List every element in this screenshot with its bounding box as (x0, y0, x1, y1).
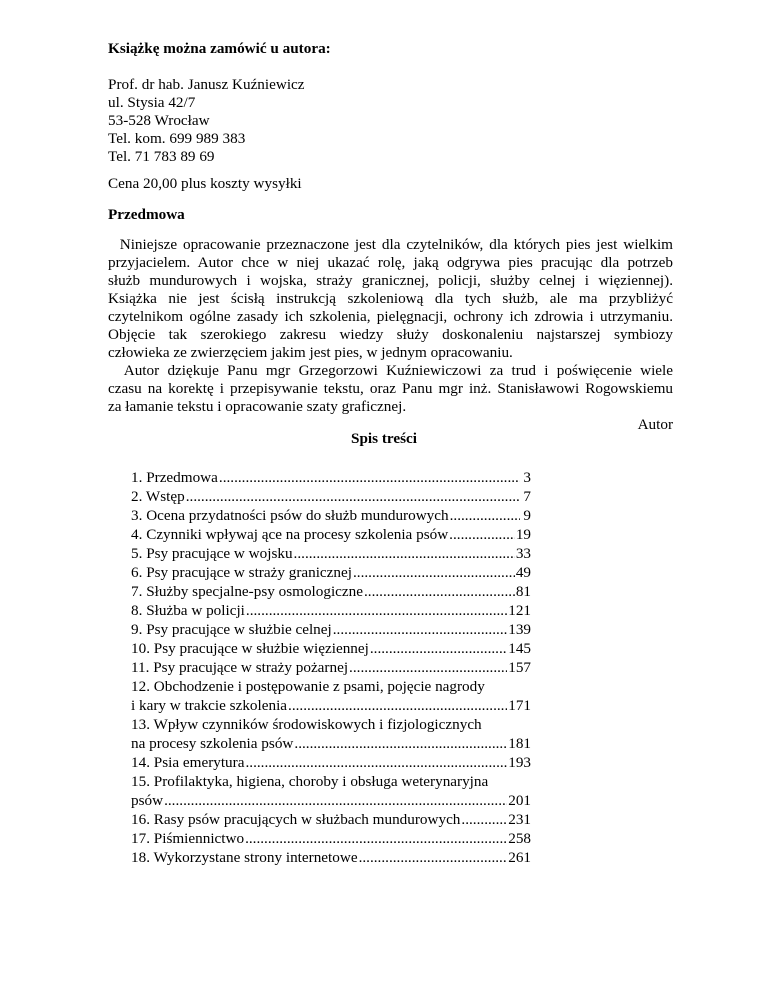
toc-entry-page: 157 (508, 659, 531, 676)
address-line: Prof. dr hab. Janusz Kuźniewicz (108, 76, 305, 93)
toc-entry-page: 139 (508, 621, 531, 638)
toc-entry (131, 792, 531, 811)
toc-entry-page: 7 (523, 488, 531, 505)
toc-entry-page: 19 (515, 526, 531, 543)
toc-entry-page: 181 (508, 735, 531, 752)
toc-entry-label: 6. Psy pracujące w straży granicznej (131, 564, 352, 581)
author-address (108, 76, 673, 166)
toc-entry (131, 811, 531, 830)
preface-line: czytelnikom ogólne zasady ich szkolenia, pielęgnacji, ochrony ich zdrowia i utrzymaniu. (108, 308, 673, 325)
preface-heading: Przedmowa (108, 206, 185, 223)
toc-entry-page: 201 (508, 792, 531, 809)
order-heading: Książkę można zamówić u autora: (108, 40, 331, 57)
price-line: Cena 20,00 plus koszty wysyłki (108, 175, 302, 192)
toc-entry (131, 640, 531, 659)
toc-entry (131, 602, 531, 621)
toc-entry-label: 10. Psy pracujące w służbie więziennej (131, 640, 369, 657)
preface-line: za łamanie tekstu i opracowanie szaty graficznej. (108, 398, 407, 415)
preface-line: przyjacielem. Autor chce w niej ukazać rolę, jaką odgrywa pies pracując dla potrzeb (108, 254, 673, 271)
preface-line: Niniejsze opracowanie przeznaczone jest dla czytelników, dla których pies jest wielkim (108, 236, 673, 253)
toc-entry-page: 171 (508, 697, 531, 714)
preface-line: człowieka ze zwierzęciem jakim jest pies, w jednym opracowaniu. (108, 344, 513, 361)
toc-entry (131, 564, 531, 583)
toc-entry-page: 231 (508, 811, 531, 828)
toc-entry-page: 121 (508, 602, 531, 619)
address-line: Tel. 71 783 89 69 (108, 148, 215, 165)
toc-entry-label: 11. Psy pracujące w straży pożarnej (131, 659, 349, 676)
toc-title: Spis treści (351, 430, 417, 447)
toc-entry-label: 2. Wstęp (131, 488, 185, 505)
toc-entry-page: 33 (515, 545, 531, 562)
toc-entry-label: 1. Przedmowa (131, 469, 218, 486)
toc-entry (131, 621, 531, 640)
toc-entry-label: 8. Służba w policji (131, 602, 245, 619)
toc-entry-label: 3. Ocena przydatności psów do służb mundurowych (131, 507, 449, 524)
preface-line: Autor dziękuje Panu mgr Grzegorzowi Kuźniewiczowi za trud i poświęcenie wiele (108, 362, 673, 379)
address-line: Tel. kom. 699 989 383 (108, 130, 246, 147)
toc-entry-label: i kary w trakcie szkolenia (131, 697, 288, 714)
toc-entry (131, 735, 531, 754)
preface-signature: Autor (637, 416, 673, 433)
toc-entry-label: 15. Profilaktyka, higiena, choroby i obsługa weterynaryjna (131, 773, 489, 790)
toc-entry-label: psów (131, 792, 164, 809)
toc-entry (131, 659, 531, 678)
toc-entry-page: 49 (515, 564, 531, 581)
toc-entry (131, 849, 531, 868)
toc-entry-page: 145 (508, 640, 531, 657)
toc-entry-label: 16. Rasy psów pracujących w służbach mundurowych (131, 811, 461, 828)
toc-entry-page: 258 (508, 830, 531, 847)
toc-entry-page: 9 (523, 507, 531, 524)
toc-entry-label: 7. Służby specjalne-psy osmologiczne (131, 583, 363, 600)
toc-entry (131, 488, 531, 507)
toc-entry-label: 4. Czynniki wpływaj ące na procesy szkolenia psów (131, 526, 449, 543)
toc-entry-label: 14. Psia emerytura (131, 754, 245, 771)
toc-entry-label: 17. Piśmiennictwo (131, 830, 245, 847)
toc-entry (131, 507, 531, 526)
address-line: 53-528 Wrocław (108, 112, 210, 129)
toc-entry-label: 18. Wykorzystane strony internetowe (131, 849, 358, 866)
toc-entry-label: 5. Psy pracujące w wojsku (131, 545, 293, 562)
preface-line: Objęcie tak szerokiego zakresu wiedzy służy doskonaleniu najstarszej symbiozy (108, 326, 673, 343)
toc-entry-page: 261 (508, 849, 531, 866)
preface-line: służb mundurowych i wojska, straży granicznej, policji, służby celnej i więziennej). (108, 272, 673, 289)
toc-entry-page: 81 (515, 583, 531, 600)
toc-entry-label: 9. Psy pracujące w służbie celnej (131, 621, 332, 638)
toc-entry-label: 12. Obchodzenie i postępowanie z psami, pojęcie nagrody (131, 678, 485, 695)
table-of-contents (131, 469, 531, 868)
preface-line: Książka nie jest ścisłą instrukcją szkoleniową dla tych służb, ale ma przybliżyć (108, 290, 673, 307)
preface-line: czasu na korektę i przepisywanie tekstu, oraz Panu mgr inż. Stanisławowi Rogowskiemu (108, 380, 673, 397)
toc-entry (131, 754, 531, 773)
toc-entry (131, 583, 531, 602)
toc-entry (131, 469, 531, 488)
toc-entry-label: 13. Wpływ czynników środowiskowych i fizjologicznych (131, 716, 482, 733)
toc-entry (131, 526, 531, 545)
address-line: ul. Stysia 42/7 (108, 94, 196, 111)
toc-entry (131, 697, 531, 716)
toc-entry-page: 3 (523, 469, 531, 486)
toc-entry (131, 830, 531, 849)
toc-entry (131, 545, 531, 564)
preface-body (108, 236, 673, 434)
toc-entry-label: na procesy szkolenia psów (131, 735, 294, 752)
toc-entry-page: 193 (508, 754, 531, 771)
